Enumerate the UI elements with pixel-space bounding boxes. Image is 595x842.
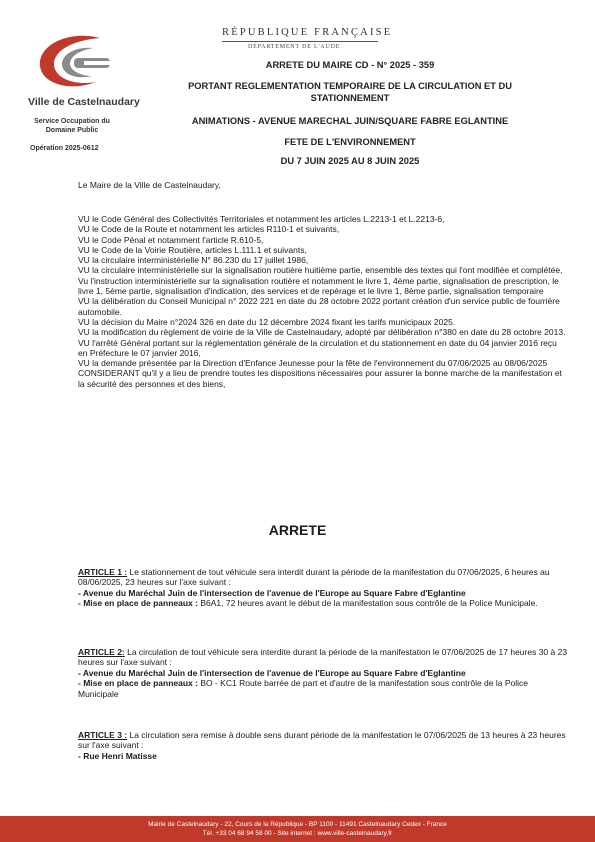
department-heading: DÉPARTEMENT DE L'AUDE xyxy=(248,44,341,50)
article-body xyxy=(78,567,568,588)
article-1 xyxy=(78,567,568,609)
article-item: - Mise en place de panneaux : B6A1, 72 heures avant le début de la manifestation sous contrôle de la Police Municipale. xyxy=(78,598,538,609)
consideration: VU la décision du Maire n°2024 326 en date du 12 décembre 2024 fixant les tarifs municipaux 2025. xyxy=(78,316,456,327)
article-item: - Avenue du Maréchal Juin de l'intersection de l'avenue de l'Europe au Square Fabre d'Eglantine xyxy=(78,587,466,598)
consideration: VU la circulaire interministérielle N° 86.230 du 17 juillet 1986, xyxy=(78,255,309,266)
consideration: CONSIDERANT qu'il y a lieu de prendre toutes les dispositions nécessaires pour assurer la bonne marche de la manifestation et la sécurité des personnes et des biens, xyxy=(78,368,562,389)
arrete-subject: PORTANT REGLEMENTATION TEMPORAIRE DE LA CIRCULATION ET DU STATIONNEMENT xyxy=(188,81,512,103)
consideration: VU le Code Général des Collectivités Territoriales et notamment les articles L.2213-1 et L.2213-6, xyxy=(78,214,445,224)
arrete-number: ARRETE DU MAIRE CD - N° 2025 - 359 xyxy=(265,60,435,70)
article-3 xyxy=(78,730,568,761)
city-name: Ville de Castelnaudary xyxy=(28,96,140,108)
city-logo xyxy=(30,30,118,94)
consideration: VU la circulaire interministérielle sur la signalisation routière huitième partie, ensemble des textes qui l'ont modifiée et complétée, xyxy=(78,265,563,276)
article-body xyxy=(78,647,568,668)
article-text: La circulation sera remise à double sens durant période de la manifestation le 07/06/2025 de 13 heures à 23 heures sur l'axe suivant : xyxy=(78,730,566,751)
footer-address: Mairie de Castelnaudary - 22, Cours de la République - BP 1100 - 11491 Castelnaudary Cedex - France xyxy=(148,821,447,828)
article-2 xyxy=(78,647,568,699)
consideration: VU la délibération du Conseil Municipal n° 2022 221 en date du 28 octobre 2022 portant création d'un service public de fourrière automobile. xyxy=(78,296,560,317)
article-item: - Mise en place de panneaux : BO - KC1 Route barrée de part et d'autre de la manifestation sous contrôle de la Police Municipale xyxy=(78,678,528,699)
arrete-title: ARRETE xyxy=(268,522,327,538)
event-line: ANIMATIONS - AVENUE MARECHAL JUIN/SQUARE FABRE EGLANTINE xyxy=(191,116,509,126)
event-dates: DU 7 JUIN 2025 AU 8 JUIN 2025 xyxy=(280,156,420,166)
consideration: Vu l'instruction interministérielle sur la signalisation routière et notamment le livre 1, 4ème partie, signalisation de prescription, le livre 1, 5ème partie, signalisation d'indication, des services et de repérage et le livre 1, 8ème partie, signalisation temporaire xyxy=(78,275,559,297)
republic-divider xyxy=(222,41,378,42)
intro-text: Le Maire de la Ville de Castelnaudary, xyxy=(78,180,221,190)
footer-contact: Tél. +33 04 68 94 58 00 - Site internet : www.ville-castelnaudary.fr xyxy=(202,830,393,837)
consideration: VU l'arrêté Général portant sur la réglementation générale de la circulation et du stationnement en date du 04 janvier 2016 reçu en Préfecture le 07 janvier 2016, xyxy=(78,337,557,358)
article-label: ARTICLE 3 : xyxy=(78,730,128,740)
article-text: La circulation de tout véhicule sera interdite durant la période de la manifestation le 07/06/2025 de 17 heures 30 à 23 heures sur l'axe suivant : xyxy=(78,647,568,668)
republic-heading: RÉPUBLIQUE FRANÇAISE xyxy=(222,27,393,38)
article-label: ARTICLE 2: xyxy=(78,647,125,657)
article-label: ARTICLE 1 : xyxy=(78,567,128,577)
consideration: VU la demande présentée par la Direction d'Enfance Jeunesse pour la fête de l'environnement du 07/06/2025 au 08/06/2025 xyxy=(78,358,548,369)
consideration: VU le Code de la Route et notamment les articles R110-1 et suivants, xyxy=(78,224,340,235)
consideration: VU le Code de la Voirie Routière, articles L.111.1 et suivants, xyxy=(78,244,307,255)
event-name: FETE DE L'ENVIRONNEMENT xyxy=(284,137,416,147)
considerations-list xyxy=(78,214,568,389)
page-footer xyxy=(0,816,595,842)
article-item: - Rue Henri Matisse xyxy=(78,750,157,761)
article-item: - Avenue du Maréchal Juin de l'intersection de l'avenue de l'Europe au Square Fabre d'Eglantine xyxy=(78,667,466,678)
article-body xyxy=(78,730,568,751)
service-name: Service Occupation du Domaine Public xyxy=(34,118,110,134)
consideration: VU la modification du règlement de voirie de la Ville de Castelnaudary, adopté par délibération n°380 en date du 28 octobre 2013. xyxy=(78,327,566,338)
operation-number: Opération 2025-0612 xyxy=(30,145,99,152)
article-text: Le stationnement de tout véhicule sera interdit durant la période de la manifestation du 07/06/2025, 6 heures au 08/06/2025, 23 heures sur l'axe suivant : xyxy=(78,567,550,588)
consideration: VU le Code Pénal et notamment l'article R.610-5, xyxy=(78,234,264,245)
